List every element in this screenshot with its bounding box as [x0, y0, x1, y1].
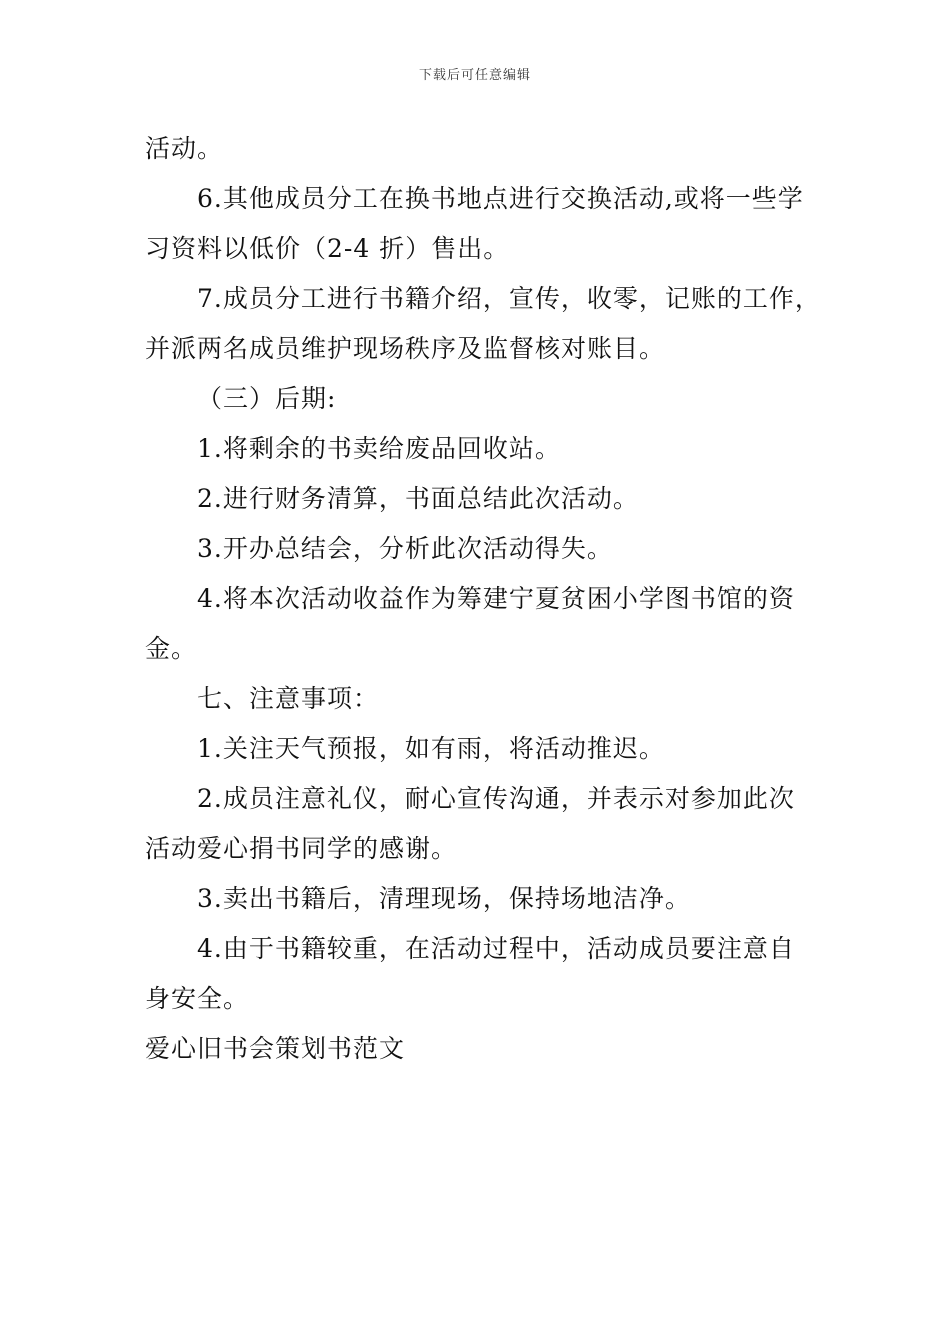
paragraph-line: 3.开办总结会，分析此次活动得失。 — [197, 534, 613, 563]
paragraph-line: 习资料以低价（2-4 折）售出。 — [145, 234, 510, 263]
paragraph-line: 并派两名成员维护现场秩序及监督核对账目。 — [145, 334, 666, 363]
paragraph-line: 4.将本次活动收益作为筹建宁夏贫困小学图书馆的资 — [197, 584, 795, 613]
document-body — [145, 124, 825, 1074]
paragraph-line: 身安全。 — [145, 984, 250, 1013]
paragraph-line: 4.由于书籍较重，在活动过程中，活动成员要注意自 — [197, 934, 795, 963]
paragraph-line: 2.进行财务清算，书面总结此次活动。 — [197, 484, 639, 513]
section-heading: （三）后期: — [197, 384, 337, 413]
paragraph-line: 金。 — [145, 634, 198, 663]
paragraph-line: 3.卖出书籍后，清理现场，保持场地洁净。 — [197, 884, 691, 913]
paragraph-line: 活动。 — [145, 134, 224, 163]
section-heading: 七、注意事项： — [197, 684, 380, 713]
paragraph-line: 6.其他成员分工在换书地点进行交换活动,或将一些学 — [197, 184, 804, 213]
document-title: 爱心旧书会策划书范文 — [145, 1034, 406, 1063]
page-header-note: 下载后可任意编辑 — [418, 68, 531, 83]
paragraph-line: 2.成员注意礼仪，耐心宣传沟通，并表示对参加此次 — [197, 784, 795, 813]
paragraph-line: 7.成员分工进行书籍介绍，宣传，收零，记账的工作， — [197, 284, 821, 313]
paragraph-line: 活动爱心捐书同学的感谢。 — [145, 834, 458, 863]
paragraph-line: 1.将剩余的书卖给废品回收站。 — [197, 434, 561, 463]
paragraph-line: 1.关注天气预报，如有雨，将活动推迟。 — [197, 734, 665, 763]
